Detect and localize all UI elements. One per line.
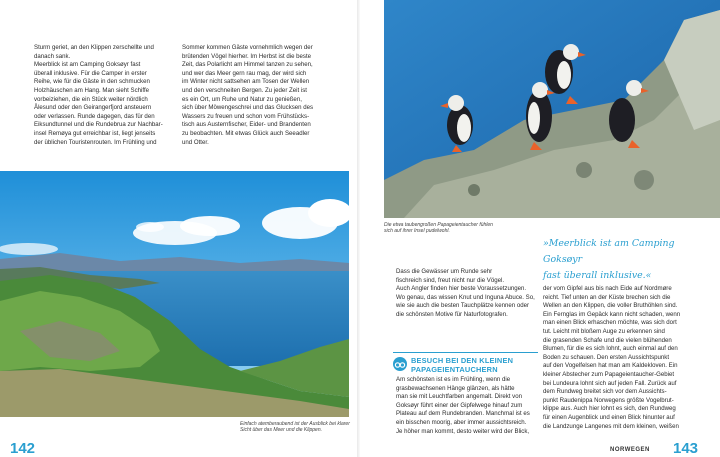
pull-quote: »Meerblick ist am Camping Goksøyr fast überall inklusive.« (543, 238, 675, 281)
left-text-column-1: Sturm geriet, an den Klippen zerschellte und danach sank. Meerblick ist am Camping Goksøyr fast überall inklusive. Für die Camper in erster Reihe, wie für die Gäste in den schmucken Holzhäuschen am Hang. Man sieht Schiffe vorbeiziehen, die ein Stück weiter nördlich Ålesund oder den Geirangerfjord ansteuern oder verlassen. Runde dagegen, das für den Eiksundtunnel und die Rundebrua zur Nachbar- insel Remøya gut erreichbar ist, liegt jenseits der üblichen Touristenrouten. Im Frühling und (34, 44, 163, 146)
binoculars-icon (393, 357, 407, 371)
puffins-on-rock-image (384, 0, 720, 218)
sidebar-header (393, 357, 543, 374)
puffin-photo (384, 0, 720, 218)
coastal-cliffs-image (0, 171, 349, 417)
right-text-column-2: der vom Gipfel aus bis nach Eide auf Nordmøre reicht. Tief unten an der Küste brechen sich die Wellen an den Klippen, die voller Bruthöhlen sind. Ein Fernglas im Gepäck kann nicht schaden, wenn man einen Blick erhaschen möchte, was sich dort tut. Leicht mit bloßem Auge zu erkennen sind die grasenden Schafe und die vielen blühenden Blumen, für die es sich lohnt, auch einmal auf den Boden zu schauen. Den ersten Aussichtspunkt auf den Vogelfelsen hat man am Kaldekloven. Ein kleiner Abstecher zum Papageientaucher-Gebiet bei Lundeura lohnt sich auf jeden Fall. Zurück auf dem Rundweg breitet sich vor dem Aussichts- punkt Raudenippa Norwegens größte Vogelbrut- klippe aus. Auch hier lohnt es sich, den Rundweg für einen Augenblick und einen Blick hinunter auf die Landzunge Langenes mit dem kleinen, weißen (543, 285, 681, 430)
puffin-photo-caption: Die etwa taubengroßen Papageientaucher fühlen sich auf ihrer Insel pudelwohl. (384, 222, 493, 235)
landscape-photo-caption: Einfach atemberaubend ist der Ausblick bei klarer Sicht über das Meer und die Klippen. (240, 421, 350, 434)
right-page (360, 0, 720, 457)
right-page-number: 143 (673, 440, 699, 457)
sidebar-divider (393, 352, 538, 353)
right-text-column-1-box: Am schönsten ist es im Frühling, wenn die grasbewachsenen Hänge glänzen, als hätte man sie mit Leuchtfarben angemalt. Direkt von Goksøyr führt einer der Gipfelwege hinauf zum Plateau auf dem Rundebranden. Manchmal ist es ein bisschen moorig, aber immer aussichtsreich. Je höher man kommt, desto weiter wird der Blick, (396, 376, 530, 435)
right-text-column-1-intro: Dass die Gewässer um Runde sehr fischreich sind, freut nicht nur die Vögel. Auch Angler finden hier beste Voraussetzungen. Wo genau, das wissen Knut und Inguna Abuce. So, wie sie auch die besten Tauchplätze kennen oder die schönsten Motive für Naturfotografen. (396, 268, 535, 318)
running-head: NORWEGEN (610, 447, 650, 453)
sidebar-title: BESUCH BEI DEN KLEINEN PAPAGEIENTAUCHERN (411, 356, 514, 374)
left-text-column-2: Sommer kommen Gäste vornehmlich wegen der brütenden Vögel hierher. Im Herbst ist die beste Zeit, das Polarlicht am Himmel tanzen zu sehen, und wer das Meer gern rau mag, der wird sich im Winter nicht sattsehen am Tosen der Wellen und den verschneiten Bergen. Zu jeder Zeit ist es ein Ort, um Ruhe und Natur zu genießen, sich über Möwengeschrei und das Glucksen des Wassers zu freuen und schon vom Frühstücks- tisch aus Austernfischer, Eider- und Brandenten zu beobachten. Mit etwas Glück auch Seeadler und Otter. (182, 44, 314, 146)
landscape-photo (0, 171, 349, 417)
left-page-number: 142 (10, 440, 36, 457)
